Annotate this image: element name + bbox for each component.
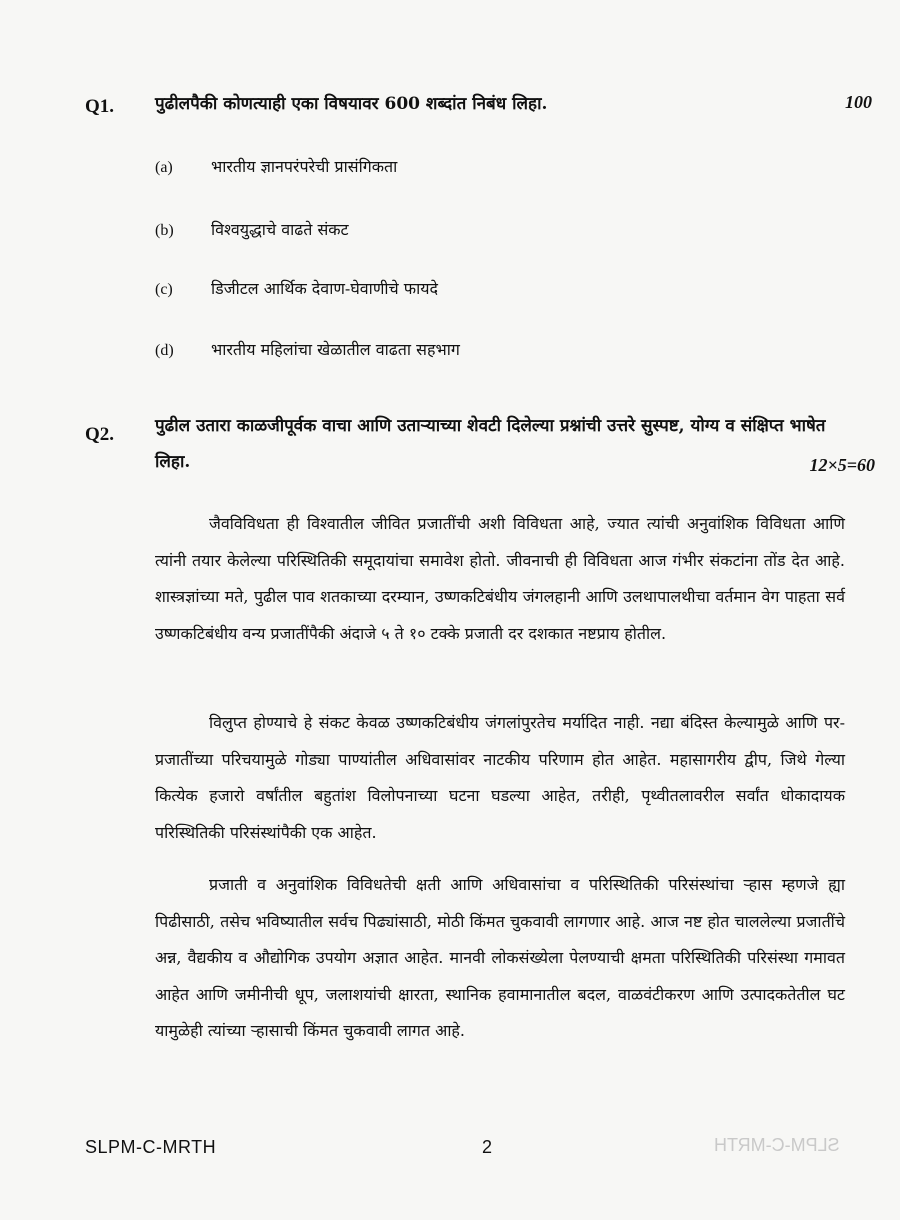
option-label: (a) bbox=[155, 159, 173, 176]
q1-number: Q1. bbox=[85, 96, 115, 117]
option-label: (b) bbox=[155, 222, 174, 239]
option-text: डिजीटल आर्थिक देवाण-घेवाणीचे फायदे bbox=[211, 279, 439, 298]
page-number: 2 bbox=[482, 1137, 493, 1157]
q2-marks: 12×5=60 bbox=[809, 455, 875, 475]
q2-prompt: पुढील उतारा काळजीपूर्वक वाचा आणि उताऱ्याच्या शेवटी दिलेल्या प्रश्नांची उत्तरे सुस्पष्ट, योग्य व संक्षिप्त भाषेत लिहा. bbox=[155, 416, 826, 472]
option-label: (c) bbox=[155, 281, 173, 298]
q1-option-b bbox=[155, 218, 349, 240]
passage-paragraph-2: विलुप्त होण्याचे हे संकट केवळ उष्णकटिबंधीय जंगलांपुरतेच मर्यादित नाही. नद्या बंदिस्त केल्यामुळे आणि पर-प्रजातींच्या परिचयामुळे गोड्या पाण्यांतील अधिवासांवर नाटकीय परिणाम होत आहेत. महासागरीय द्वीप, जिथे गेल्या कित्येक हजारो वर्षांतील बहुतांश विलोपनाच्या घटना घडल्या आहेत, तरीही, पृथ्वीतलावरील सर्वांत धोकादायक परिस्थितिकी परिसंस्थांपैकी एक आहेत. bbox=[155, 713, 845, 842]
q1-option-a bbox=[155, 155, 397, 177]
passage-paragraph-1: जैवविविधता ही विश्वातील जीवित प्रजातींची अशी विविधता आहे, ज्यात त्यांची अनुवांशिक विविधता आणि त्यांनी तयार केलेल्या परिस्थितिकी समूदायांचा समावेश होतो. जीवनाची ही विविधता आज गंभीर संकटांना तोंड देत आहे. शास्त्रज्ञांच्या मते, पुढील पाव शतकाच्या दरम्यान, उष्णकटिबंधीय जंगलहानी आणि उलथापालथीचा वर्तमान वेग पाहता सर्व उष्णकटिबंधीय वन्य प्रजातींपैकी अंदाजे ५ ते १० टक्के प्रजाती दर दशकात नष्टप्राय होतील. bbox=[155, 514, 845, 643]
paper-code: SLPM-C-MRTH bbox=[85, 1137, 217, 1157]
q2-number: Q2. bbox=[85, 424, 115, 445]
passage-paragraph-3: प्रजाती व अनुवांशिक विविधतेची क्षती आणि अधिवासांचा व परिस्थितिकी परिसंस्थांचा ऱ्हास म्हणजे ह्या पिढीसाठी, तसेच भविष्यातील सर्वच पिढ्यांसाठी, मोठी किंमत चुकवावी लागणार आहे. आज नष्ट होत चाललेल्या प्रजातींचे अन्न, वैद्यकीय व औद्योगिक उपयोग अज्ञात आहेत. मानवी लोकसंख्येला पेलण्याची क्षमता परिस्थितिकी परिसंस्था गमावत आहेत आणि जमीनीची धूप, जलाशयांची क्षारता, स्थानिक हवामानातील बदल, वाळवंटीकरण आणि उत्पादकतेतील घट यामुळेही त्यांच्या ऱ्हासाची किंमत चुकवावी लागत आहे. bbox=[155, 875, 845, 1040]
bleed-through-code: SLPM-C-MRTH bbox=[714, 1135, 840, 1155]
option-text: भारतीय महिलांचा खेळातील वाढता सहभाग bbox=[211, 340, 460, 359]
option-text: विश्वयुद्धाचे वाढते संकट bbox=[211, 220, 349, 239]
option-label: (d) bbox=[155, 342, 174, 359]
q1-prompt: पुढीलपैकी कोणत्याही एका विषयावर 600 शब्दांत निबंध लिहा. bbox=[155, 94, 548, 114]
q1-marks: 100 bbox=[845, 92, 872, 112]
q1-option-c bbox=[155, 277, 438, 299]
option-text: भारतीय ज्ञानपरंपरेची प्रासंगिकता bbox=[211, 157, 398, 176]
q1-option-d bbox=[155, 338, 460, 360]
